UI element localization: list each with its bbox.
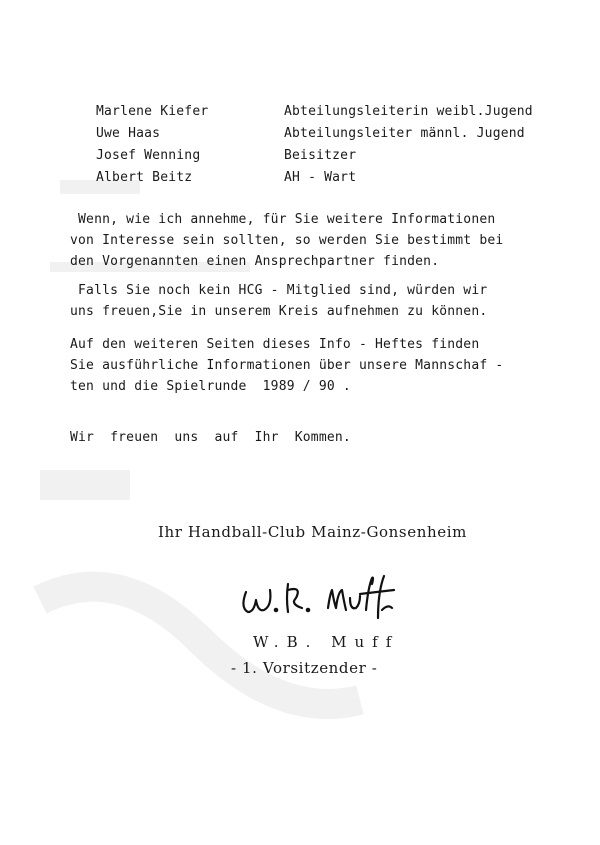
handwritten-signature: [232, 568, 402, 626]
board-name: Uwe Haas: [96, 126, 161, 141]
board-name: Josef Wenning: [96, 148, 201, 163]
signatory-name: W.B. Muff: [253, 633, 400, 651]
club-signoff: Ihr Handball-Club Mainz-Gonsenheim: [158, 523, 467, 541]
board-name: Marlene Kiefer: [96, 104, 209, 119]
board-role: Abteilungsleiter männl. Jugend: [284, 126, 525, 141]
board-name: Albert Beitz: [96, 170, 193, 185]
signatory-title: - 1. Vorsitzender -: [231, 659, 378, 677]
board-role: AH - Wart: [284, 170, 357, 185]
board-row: [96, 148, 356, 163]
board-role: Beisitzer: [284, 148, 357, 163]
board-row: [96, 104, 533, 119]
board-row: [96, 170, 356, 185]
board-role: Abteilungsleiterin weibl.Jugend: [284, 104, 533, 119]
paragraph-closing-line: Wir freuen uns auf Ihr Kommen.: [70, 430, 351, 445]
paragraph-info-booklet: Auf den weiteren Seiten dieses Info - Heftes finden Sie ausführliche Informationen über unsere Mannschaf - ten und die Spielrunde 1989 / 90 .: [70, 337, 504, 394]
paragraph-information: Wenn, wie ich annehme, für Sie weitere Informationen von Interesse sein sollten, so werden Sie bestimmt bei den Vorgenannten einen Ansprechpartner finden.: [70, 212, 504, 269]
board-row: [96, 126, 525, 141]
paragraph-membership: Falls Sie noch kein HCG - Mitglied sind, würden wir uns freuen,Sie in unserem Kreis aufnehmen zu können.: [70, 283, 488, 319]
